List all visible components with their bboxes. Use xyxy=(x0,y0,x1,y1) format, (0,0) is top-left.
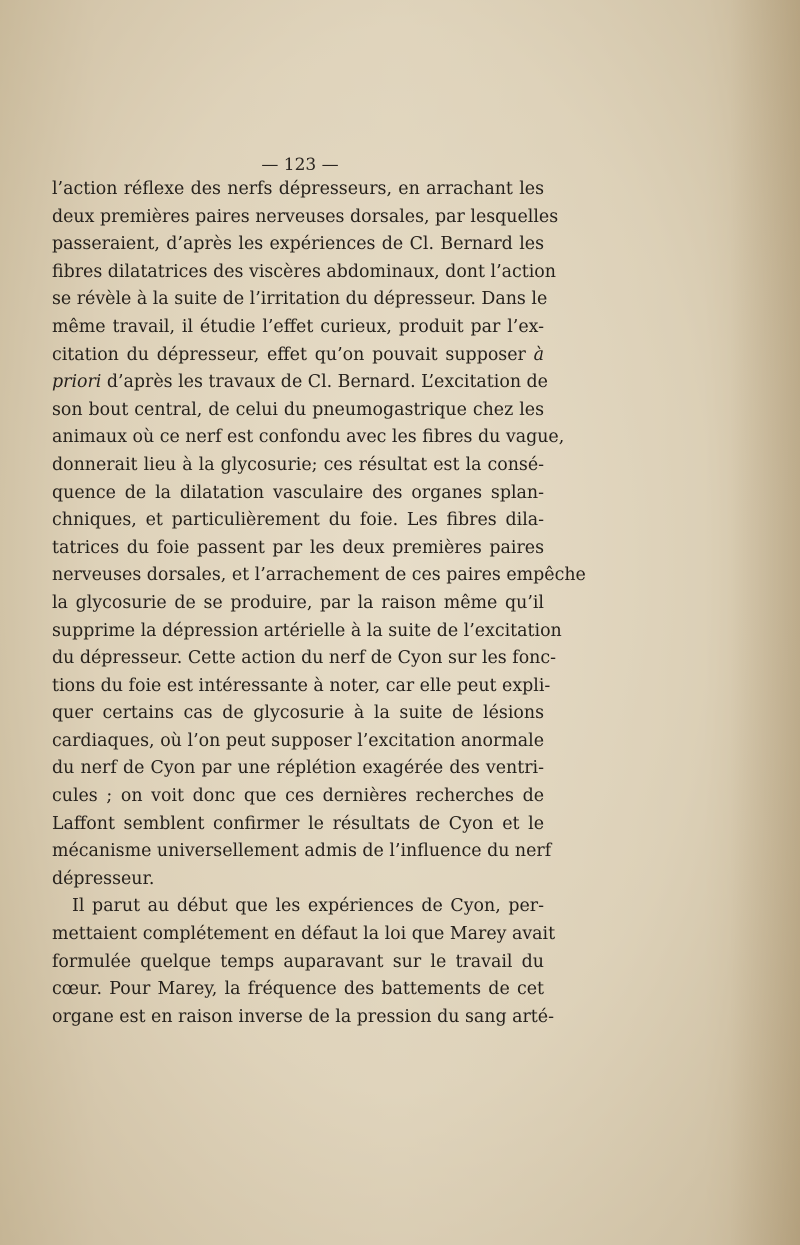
text-line: même travail, il étudie l’effet curieux, produit par l’ex- xyxy=(52,316,544,337)
body-text xyxy=(52,176,586,1031)
text-line: priori d’après les travaux de Cl. Bernard. L’excitation de xyxy=(52,372,548,393)
text-line: cœur. Pour Marey, la fréquence des battements de cet xyxy=(52,979,544,1000)
text-line: deux premières paires nerveuses dorsales, par lesquelles xyxy=(52,206,559,227)
text-line: Il parut au début que les expériences de Cyon, per- xyxy=(72,896,544,917)
text-line: se révèle à la suite de l’irritation du dépresseur. Dans le xyxy=(52,289,548,310)
text-line: supprime la dépression artérielle à la suite de l’excitation xyxy=(52,620,562,641)
text-line: quer certains cas de glycosurie à la suite de lésions xyxy=(52,703,544,724)
text-line: tions du foie est intéressante à noter, car elle peut expli- xyxy=(52,675,551,696)
text-line: la glycosurie de se produire, par la raison même qu’il xyxy=(52,592,544,613)
text-line: son bout central, de celui du pneumogastrique chez les xyxy=(52,399,544,420)
paragraph-2 xyxy=(52,893,556,1031)
text-line: quence de la dilatation vasculaire des organes splan- xyxy=(52,482,544,503)
text-line: l’action réflexe des nerfs dépresseurs, en arrachant les xyxy=(52,179,544,199)
paragraph-1 xyxy=(52,176,586,893)
page-edge-shadow xyxy=(730,0,800,1245)
text-line: cules ; on voit donc que ces dernières recherches de xyxy=(52,786,544,807)
text-line: formulée quelque temps auparavant sur le travail du xyxy=(52,951,544,972)
text-line: cardiaques, où l’on peut supposer l’excitation anormale xyxy=(52,730,544,751)
text-line: donnerait lieu à la glycosurie; ces résultat est la consé- xyxy=(52,454,544,475)
text-line: mécanisme universellement admis de l’influence du nerf xyxy=(52,841,552,862)
text-line: organe est en raison inverse de la pression du sang arté- xyxy=(52,1006,554,1027)
text-line: mettaient complétement en défaut la loi que Marey avait xyxy=(52,924,556,945)
text-line: Laffont semblent confirmer le résultats de Cyon et le xyxy=(52,813,544,834)
text-line: tatrices du foie passent par les deux premières paires xyxy=(52,537,544,558)
text-line: nerveuses dorsales, et l’arrachement de ces paires empêche xyxy=(52,565,586,586)
text-line: du nerf de Cyon par une réplétion exagérée des ventri- xyxy=(52,758,544,779)
text-line: dépresseur. xyxy=(52,868,155,889)
text-line: chniques, et particulièrement du foie. Les fibres dila- xyxy=(52,510,544,531)
text-line: passeraient, d’après les expériences de Cl. Bernard les xyxy=(52,234,544,255)
text-line: du dépresseur. Cette action du nerf de Cyon sur les fonc- xyxy=(52,648,556,669)
text-line: fibres dilatatrices des viscères abdominaux, dont l’action xyxy=(52,261,556,282)
page-number: — 123 — xyxy=(261,155,339,175)
text-line: animaux où ce nerf est confondu avec les fibres du vague, xyxy=(52,427,565,448)
text-line: citation du dépresseur, effet qu’on pouvait supposer à xyxy=(52,344,544,365)
